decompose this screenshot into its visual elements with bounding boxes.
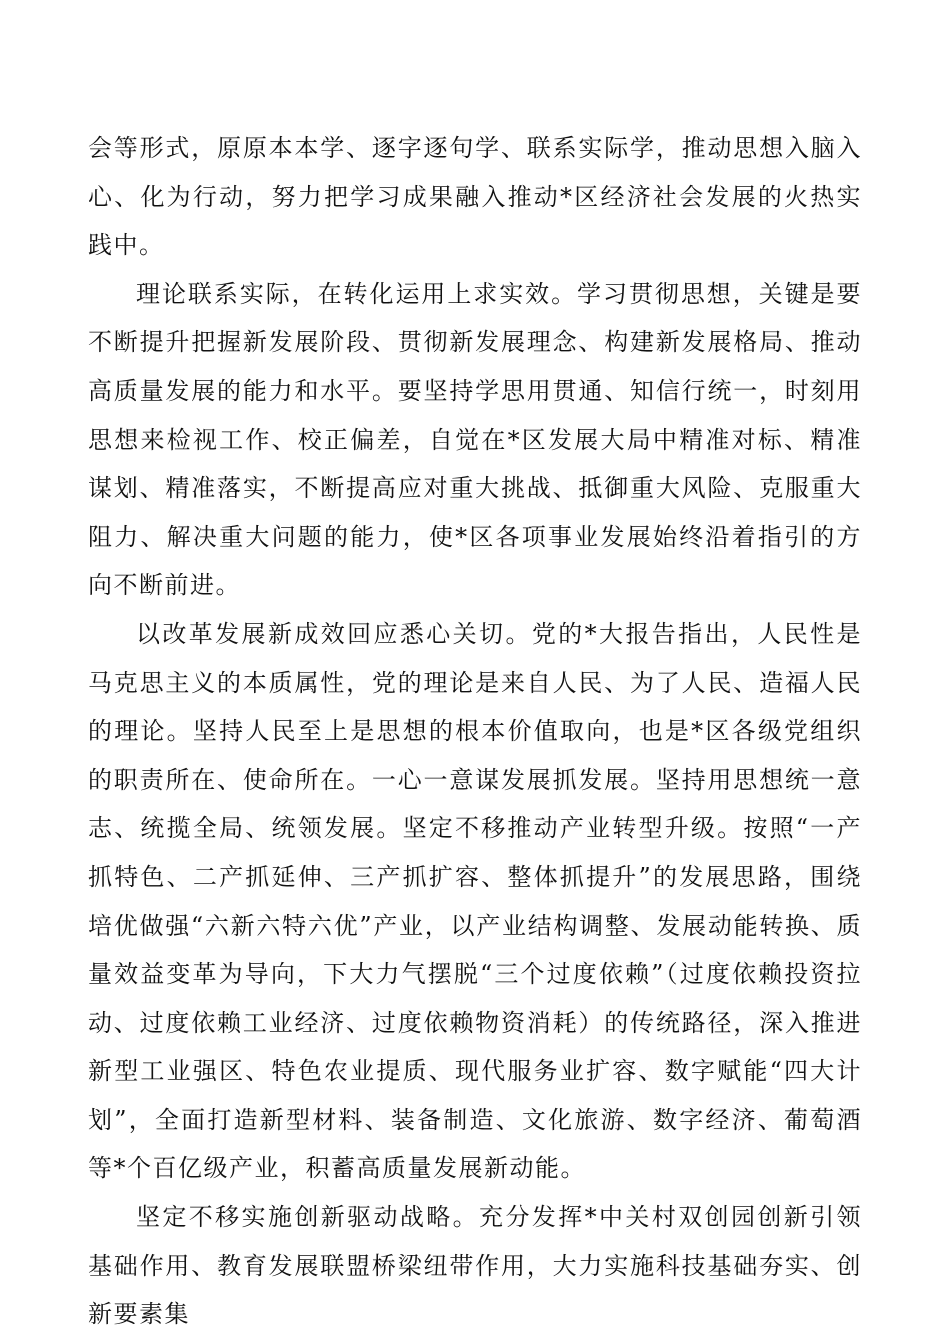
paragraph-reform-development: 以改革发展新成效回应悉心关切。党的*大报告指出，人民性是马克思主义的本质属性，党的理论是来自人民、为了人民、造福人民的理论。坚持人民至上是思想的根本价值取向，也是*区各级党组织的职责所在、使命所在。一心一意谋发展抓发展。坚持用思想统一意志、统揽全局、统领发展。坚定不移推动产业转型升级。按照“一产抓特色、二产抓延伸、三产抓扩容、整体抓提升”的发展思路，围绕培优做强“六新六特六优”产业，以产业结构调整、发展动能转换、质量效益变革为导向，下大力气摆脱“三个过度依赖”（过度依赖投资拉动、过度依赖工业经济、过度依赖物资消耗）的传统路径，深入推进新型工业强区、特色农业提质、现代服务业扩容、数字赋能“四大计划”，全面打造新型材料、装备制造、文化旅游、数字经济、葡萄酒等*个百亿级产业，积蓄高质量发展新动能。	[88, 619, 862, 1183]
paragraph-theory-practice: 理论联系实际，在转化运用上求实效。学习贯彻思想，关键是要不断提升把握新发展阶段、贯彻新发展理念、构建新发展格局、推动高质量发展的能力和水平。要坚持学思用贯通、知信行统一，时刻用思想来检视工作、校正偏差，自觉在*区发展大局中精准对标、精准谋划、精准落实，不断提高应对重大挑战、抵御重大风险、克服重大阻力、解决重大问题的能力，使*区各项事业发展始终沿着指引的方向不断前进。	[88, 279, 862, 600]
document-body	[88, 124, 862, 1339]
paragraph-innovation-strategy: 坚定不移实施创新驱动战略。充分发挥*中关村双创园创新引领基础作用、教育发展联盟桥梁纽带作用，大力实施科技基础夯实、创新要素集	[88, 1203, 862, 1329]
paragraph-continued: 会等形式，原原本本学、逐字逐句学、联系实际学，推动思想入脑入心、化为行动，努力把学习成果融入推动*区经济社会发展的火热实践中。	[88, 134, 862, 260]
